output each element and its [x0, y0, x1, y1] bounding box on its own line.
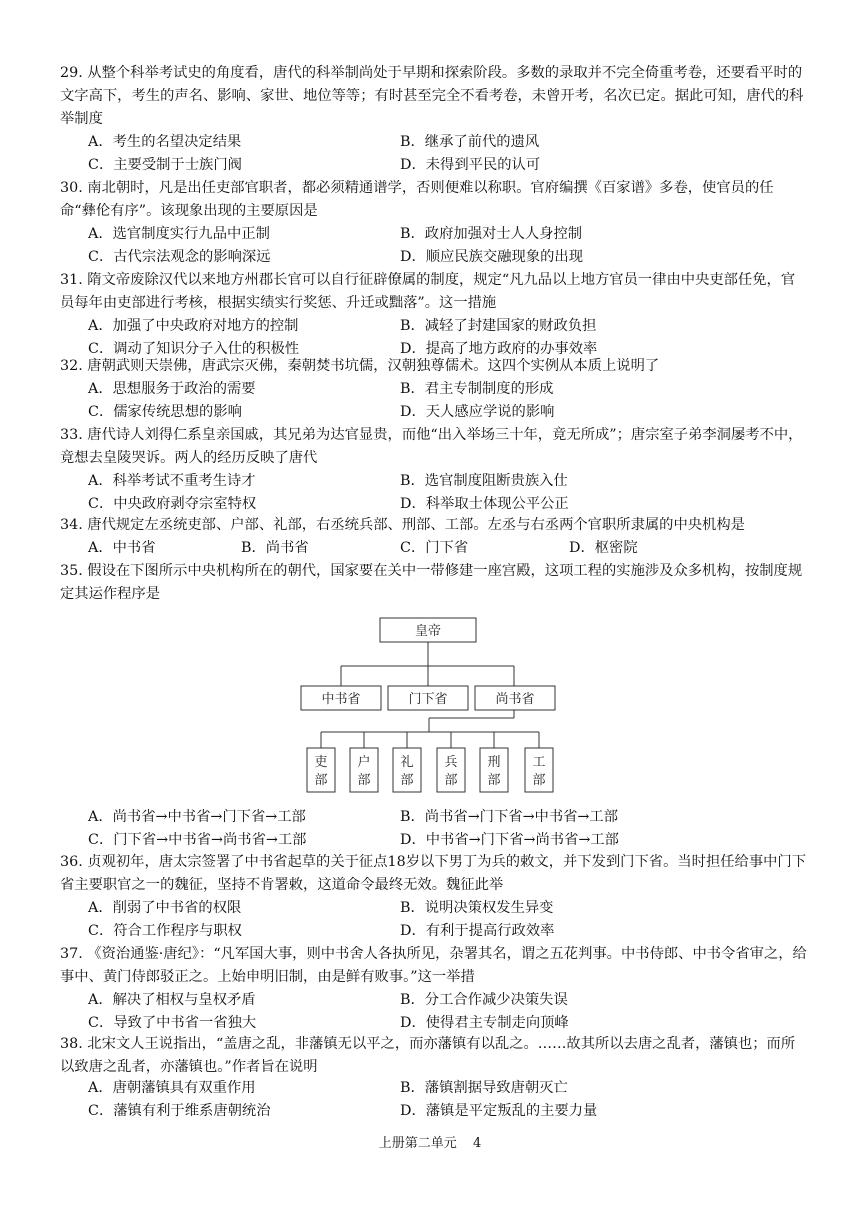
option-d[interactable]: D．天人感应学说的影响	[400, 404, 555, 420]
question-37	[60, 943, 808, 989]
option-a[interactable]: A．思想服务于政治的需要	[88, 381, 256, 397]
option-b[interactable]: B．分工合作减少决策失误	[400, 992, 568, 1008]
question-36	[60, 851, 808, 897]
question-number: 33.	[60, 427, 83, 443]
question-stem: 唐代诗人刘得仁系皇亲国戚，其兄弟为达官显贵，而他“出入举场三十年，竟无所成”；唐宗室子弟李洞屡考不中，竟想去皇陵哭诉。两人的经历反映了唐代	[60, 427, 803, 466]
question-number: 31.	[60, 272, 83, 288]
question-stem: 《资治通鉴·唐纪》：“凡军国大事，则中书舍人各执所见，杂署其名，谓之五花判事。中书侍郎、中书令省审之，给事中、黄门侍郎驳正之。上始申明旧制，由是鲜有败事。”这一举措	[60, 946, 807, 985]
option-b[interactable]: B．继承了前代的遗风	[400, 134, 540, 150]
option-c[interactable]: C．主要受制于士族门阀	[88, 157, 242, 173]
option-d[interactable]: D．使得君主专制走向顶峰	[400, 1015, 569, 1031]
option-b[interactable]: B．减轻了封建国家的财政负担	[400, 318, 597, 334]
option-d[interactable]: D．藩镇是平定叛乱的主要力量	[400, 1103, 598, 1119]
question-32	[60, 355, 808, 378]
option-d[interactable]: D．枢密院	[569, 540, 638, 556]
option-b[interactable]: B．藩镇割据导致唐朝灭亡	[400, 1080, 568, 1096]
page-number: 4	[472, 1136, 482, 1151]
question-stem: 唐代规定左丞统吏部、户部、礼部，右丞统兵部、刑部、工部。左丞与右丞两个官职所隶属的中央机构是	[87, 517, 745, 533]
question-number: 37.	[60, 946, 83, 962]
option-b[interactable]: B．政府加强对士人人身控制	[400, 226, 583, 242]
question-number: 30.	[60, 180, 83, 196]
option-b[interactable]: B．说明决策权发生异变	[400, 900, 554, 916]
diagram-label-ministry: 户部	[357, 755, 371, 788]
option-d[interactable]: D．未得到平民的认可	[400, 157, 541, 173]
question-stem: 假设在下图所示中央机构所在的朝代，国家要在关中一带修建一座宫殿，这项工程的实施涉及众多机构，按制度规定其运作程序是	[60, 563, 803, 602]
diagram-label-ministry: 刑部	[487, 755, 501, 788]
question-stem: 从整个科举考试史的角度看，唐代的科举制尚处于早期和探索阶段。多数的录取并不完全倚重考卷，还要看平时的文字高下，考生的声名、影响、家世、地位等等；有时甚至完全不看考卷，未曾开考，名次已定。据此可知，唐代的科举制度	[60, 65, 804, 127]
option-b[interactable]: B．尚书省→门下省→中书省→工部	[400, 809, 619, 825]
option-a[interactable]: A．削弱了中书省的权限	[88, 900, 242, 916]
option-d[interactable]: D．中书省→门下省→尚书省→工部	[400, 832, 619, 848]
diagram-label-shangshu: 尚书省	[495, 692, 535, 707]
option-c[interactable]: C．中央政府剥夺宗室特权	[88, 496, 257, 512]
question-number: 34.	[60, 517, 83, 533]
question-38	[60, 1033, 808, 1079]
question-stem: 南北朝时，凡是出任吏部官职者，都必须精通谱学，否则便难以称职。官府编撰《百家谱》多卷，使官员的任命“彝伦有序”。该现象出现的主要原因是	[60, 180, 774, 219]
diagram-label-ministry: 吏部	[314, 755, 328, 788]
option-a[interactable]: A．尚书省→中书省→门下省→工部	[88, 809, 306, 825]
option-c[interactable]: C．儒家传统思想的影响	[88, 404, 242, 420]
page-footer	[0, 1132, 860, 1151]
diagram-label-menxia: 门下省	[408, 692, 448, 707]
option-c[interactable]: C．导致了中书省一省独大	[88, 1015, 257, 1031]
question-number: 35.	[60, 563, 83, 579]
option-c[interactable]: C．古代宗法观念的影响深远	[88, 249, 271, 265]
question-stem: 隋文帝废除汉代以来地方州郡长官可以自行征辟僚属的制度，规定“凡九品以上地方官员一律由中央吏部任免，官员每年由吏部进行考核，根据实绩实行奖惩、升迁或黜落”。这一措施	[60, 272, 796, 311]
option-d[interactable]: D．提高了地方政府的办事效率	[400, 341, 598, 357]
option-a[interactable]: A．选官制度实行九品中正制	[88, 226, 270, 242]
option-a[interactable]: A．唐朝藩镇具有双重作用	[88, 1080, 256, 1096]
diagram-label-ministry: 礼部	[400, 755, 414, 788]
question-29-text	[60, 62, 808, 131]
question-30	[60, 177, 808, 223]
option-d[interactable]: D．顺应民族交融现象的出现	[400, 249, 584, 265]
org-chart-diagram	[0, 610, 860, 810]
option-a[interactable]: A．解决了相权与皇权矛盾	[88, 992, 256, 1008]
diagram-label-ministry: 兵部	[444, 755, 458, 788]
option-a[interactable]: A．中书省	[88, 540, 156, 556]
question-number: 29.	[60, 65, 83, 81]
question-stem: 北宋文人王说指出，“盖唐之乱，非藩镇无以平之，而亦藩镇有以乱之。……故其所以去唐之乱者，藩镇也；而所以致唐之乱者，亦藩镇也。”作者旨在说明	[60, 1036, 796, 1075]
option-b[interactable]: B．君主专制制度的形成	[400, 381, 554, 397]
question-number: 36.	[60, 854, 83, 870]
option-c[interactable]: C．门下省	[400, 540, 469, 556]
option-b[interactable]: B．选官制度阻断贵族入仕	[400, 473, 568, 489]
question-stem: 贞观初年，唐太宗签署了中书省起草的关于征点18岁以下男丁为兵的敕文，并下发到门下省。当时担任给事中门下省主要职官之一的魏征，坚持不肯署敕，这道命令最终无效。魏征此举	[60, 854, 807, 893]
option-d[interactable]: D．科举取士体现公平公正	[400, 496, 569, 512]
question-number: 32.	[60, 358, 83, 374]
question-33	[60, 424, 808, 470]
option-d[interactable]: D．有利于提高行政效率	[400, 923, 555, 939]
option-a[interactable]: A．加强了中央政府对地方的控制	[88, 318, 299, 334]
question-number: 38.	[60, 1036, 83, 1052]
diagram-label-ministry: 工部	[532, 755, 546, 788]
question-31	[60, 269, 808, 315]
option-a[interactable]: A．考生的名望决定结果	[88, 134, 242, 150]
footer-unit-label: 上册第二单元	[378, 1136, 457, 1151]
option-c[interactable]: C．门下省→中书省→尚书省→工部	[88, 832, 307, 848]
option-c[interactable]: C．调动了知识分子入仕的积极性	[88, 341, 300, 357]
option-c[interactable]: C．藩镇有利于维系唐朝统治	[88, 1103, 271, 1119]
diagram-label-zhongshu: 中书省	[321, 692, 361, 707]
question-34	[60, 514, 808, 537]
diagram-label-emperor: 皇帝	[414, 624, 442, 639]
option-c[interactable]: C．符合工作程序与职权	[88, 923, 242, 939]
question-35	[60, 560, 808, 606]
option-b[interactable]: B．尚书省	[241, 540, 309, 556]
option-a[interactable]: A．科举考试不重考生诗才	[88, 473, 256, 489]
question-29	[60, 62, 808, 131]
question-stem: 唐朝武则天崇佛，唐武宗灭佛，秦朝焚书坑儒，汉朝独尊儒术。这四个实例从本质上说明了	[87, 358, 660, 374]
